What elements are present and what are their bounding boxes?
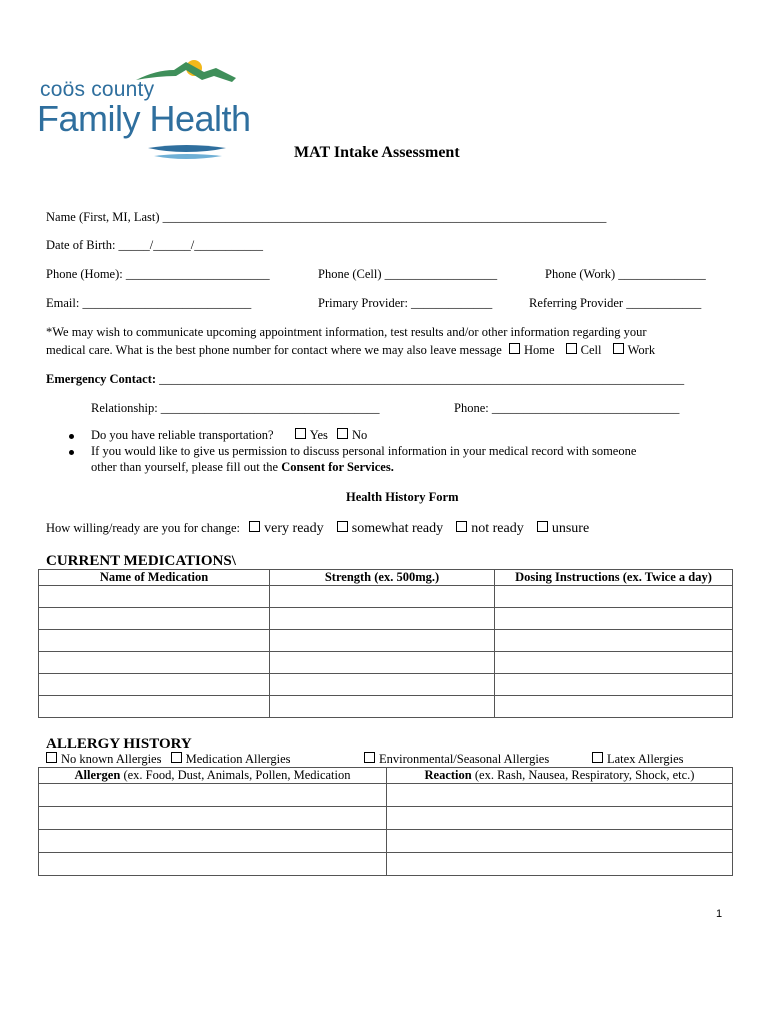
table-cell[interactable] bbox=[387, 853, 733, 876]
table-row bbox=[39, 652, 733, 674]
table-cell[interactable] bbox=[270, 630, 495, 652]
table-row bbox=[39, 853, 733, 876]
not-ready-checkbox[interactable] bbox=[456, 521, 467, 532]
transport-yes-checkbox[interactable] bbox=[295, 428, 306, 439]
home-checkbox[interactable] bbox=[509, 343, 520, 354]
table-cell[interactable] bbox=[495, 586, 733, 608]
col-dosing: Dosing Instructions (ex. Twice a day) bbox=[495, 570, 733, 586]
relationship-field[interactable]: Relationship: ___________________________________ bbox=[91, 401, 380, 415]
table-cell[interactable] bbox=[270, 608, 495, 630]
email-field[interactable]: Email: ___________________________ bbox=[46, 296, 252, 310]
table-cell[interactable] bbox=[387, 807, 733, 830]
primary-provider-field[interactable]: Primary Provider: _____________ bbox=[318, 296, 493, 310]
unsure-label: unsure bbox=[551, 521, 590, 536]
name-field[interactable]: Name (First, MI, Last) _______________________________________________________________________ bbox=[46, 210, 607, 224]
unsure-checkbox[interactable] bbox=[537, 521, 548, 532]
phone-work-field[interactable]: Phone (Work) ______________ bbox=[545, 267, 706, 281]
phone-cell-field[interactable]: Phone (Cell) __________________ bbox=[318, 267, 498, 281]
table-row bbox=[39, 586, 733, 608]
contact-note-text: medical care. What is the best phone number for contact where we may also leave message bbox=[46, 343, 502, 357]
contact-note-line1: *We may wish to communicate upcoming appointment information, test results and/or other information regarding your bbox=[46, 325, 647, 339]
table-cell[interactable] bbox=[270, 674, 495, 696]
latex-allergies-checkbox[interactable] bbox=[592, 752, 603, 763]
logo-family-health-text: Family Health bbox=[37, 98, 251, 139]
table-cell[interactable] bbox=[495, 630, 733, 652]
table-cell[interactable] bbox=[39, 652, 270, 674]
table-cell[interactable] bbox=[39, 830, 387, 853]
cell-option-label: Cell bbox=[580, 343, 602, 357]
somewhat-ready-checkbox[interactable] bbox=[337, 521, 348, 532]
col-strength: Strength (ex. 500mg.) bbox=[270, 570, 495, 586]
table-header-row bbox=[39, 570, 733, 586]
readiness-question-text: How willing/ready are you for change: bbox=[46, 521, 241, 535]
health-history-title: Health History Form bbox=[346, 490, 459, 504]
medications-table bbox=[38, 569, 733, 718]
no-known-allergies-label: No known Allergies bbox=[61, 752, 162, 766]
somewhat-ready-label: somewhat ready bbox=[351, 521, 444, 536]
medication-allergies-checkbox[interactable] bbox=[171, 752, 182, 763]
allergy-table bbox=[38, 767, 733, 876]
allergy-options bbox=[46, 752, 291, 767]
medication-allergies-label: Medication Allergies bbox=[185, 752, 291, 766]
table-row bbox=[39, 807, 733, 830]
environmental-allergies-label: Environmental/Seasonal Allergies bbox=[379, 752, 550, 766]
col-allergen bbox=[39, 768, 387, 784]
table-cell[interactable] bbox=[387, 830, 733, 853]
latex-allergies-label: Latex Allergies bbox=[607, 752, 684, 766]
table-cell[interactable] bbox=[39, 608, 270, 630]
logo bbox=[36, 56, 276, 168]
table-header-row bbox=[39, 768, 733, 784]
emergency-contact-label: Emergency Contact: bbox=[46, 372, 157, 386]
table-cell[interactable] bbox=[270, 586, 495, 608]
page-title: MAT Intake Assessment bbox=[294, 144, 460, 161]
transport-no-label: No bbox=[352, 428, 368, 442]
col-reaction bbox=[387, 768, 733, 784]
no-known-allergies-checkbox[interactable] bbox=[46, 752, 57, 763]
col-medication-name: Name of Medication bbox=[39, 570, 270, 586]
table-cell[interactable] bbox=[39, 784, 387, 807]
table-row bbox=[39, 696, 733, 718]
consent-for-services-link: Consent for Services. bbox=[281, 460, 394, 474]
col-reaction-rest: (ex. Rash, Nausea, Respiratory, Shock, etc.) bbox=[471, 768, 695, 782]
work-option-label: Work bbox=[627, 343, 656, 357]
environmental-allergies-checkbox[interactable] bbox=[364, 752, 375, 763]
referring-provider-field[interactable]: Referring Provider ____________ bbox=[529, 296, 702, 310]
emergency-contact-field[interactable] bbox=[46, 372, 684, 387]
table-cell[interactable] bbox=[39, 586, 270, 608]
phone-home-field[interactable]: Phone (Home): _______________________ bbox=[46, 267, 270, 281]
table-cell[interactable] bbox=[495, 652, 733, 674]
table-cell[interactable] bbox=[39, 696, 270, 718]
table-row bbox=[39, 830, 733, 853]
very-ready-checkbox[interactable] bbox=[249, 521, 260, 532]
table-cell[interactable] bbox=[39, 674, 270, 696]
very-ready-label: very ready bbox=[264, 521, 324, 536]
table-cell[interactable] bbox=[270, 696, 495, 718]
table-row bbox=[39, 674, 733, 696]
latex-allergies-option bbox=[592, 752, 683, 767]
bullet-icon bbox=[69, 450, 74, 455]
table-cell[interactable] bbox=[495, 608, 733, 630]
allergy-heading: ALLERGY HISTORY bbox=[46, 736, 192, 752]
table-cell[interactable] bbox=[270, 652, 495, 674]
transport-yes-label: Yes bbox=[309, 428, 328, 442]
table-row bbox=[39, 608, 733, 630]
transport-question-text: Do you have reliable transportation? bbox=[91, 428, 274, 442]
consent-line1: If you would like to give us permission to discuss personal information in your medical record with someone bbox=[91, 444, 637, 458]
not-ready-label: not ready bbox=[471, 521, 524, 536]
dob-field[interactable]: Date of Birth: _____/______/___________ bbox=[46, 238, 263, 252]
contact-note-line2 bbox=[46, 343, 655, 358]
table-cell[interactable] bbox=[495, 674, 733, 696]
table-cell[interactable] bbox=[39, 630, 270, 652]
emergency-contact-line: ____________________________________________________________________________________ bbox=[156, 372, 685, 386]
table-cell[interactable] bbox=[39, 853, 387, 876]
transport-question bbox=[91, 428, 367, 443]
consent-line2 bbox=[91, 460, 394, 475]
table-row bbox=[39, 784, 733, 807]
transport-no-checkbox[interactable] bbox=[337, 428, 348, 439]
cell-checkbox[interactable] bbox=[566, 343, 577, 354]
page-number: 1 bbox=[716, 908, 723, 920]
col-reaction-bold: Reaction bbox=[424, 768, 472, 782]
table-cell[interactable] bbox=[387, 784, 733, 807]
table-row bbox=[39, 630, 733, 652]
medications-heading: CURRENT MEDICATIONS\ bbox=[46, 553, 236, 569]
bullet-icon bbox=[69, 434, 74, 439]
home-option-label: Home bbox=[523, 343, 555, 357]
emergency-phone-field[interactable]: Phone: ______________________________ bbox=[454, 401, 680, 415]
table-cell[interactable] bbox=[39, 807, 387, 830]
table-cell[interactable] bbox=[495, 696, 733, 718]
consent-line2-text: other than yourself, please fill out the bbox=[91, 460, 282, 474]
environmental-allergies-option bbox=[364, 752, 549, 767]
col-allergen-bold: Allergen bbox=[74, 768, 121, 782]
col-allergen-rest: (ex. Food, Dust, Animals, Pollen, Medication bbox=[120, 768, 351, 782]
logo-county-text: coös county bbox=[40, 78, 155, 101]
readiness-question bbox=[46, 521, 589, 537]
work-checkbox[interactable] bbox=[613, 343, 624, 354]
